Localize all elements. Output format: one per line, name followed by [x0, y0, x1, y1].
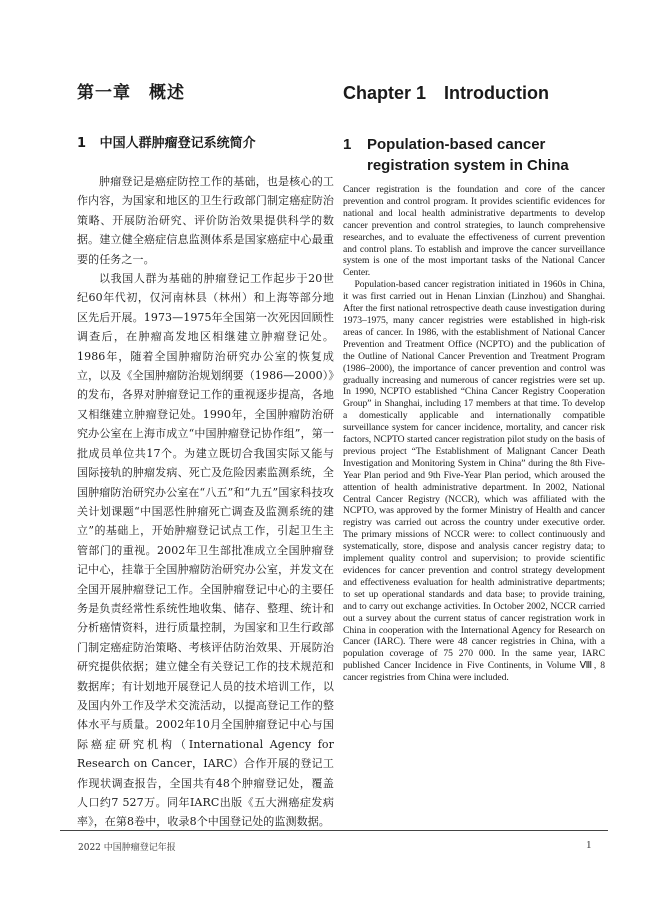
en-paragraph: Population-based cancer registration initiated in 1960s in China, it was first carried out in Henan Linxian (Linzhou) and Shanghai. After the first national retrospective death cause investigation during 1973–1975, many cancer registries were established in high-risk areas of cancer. In 1986, with the establishment of National Cancer Prevention and Treatment Office (NCPTO) and the publication of the Outline of National Cancer Prevention and Treatment Program (1986–2000), the importance of cancer prevention and control was gradually increasing and numerous of cancer registries were set up. In 1990, NCPTO established “China Cancer Registry Cooperation Group” in Shanghai, including 17 members at that time. To develop a domestically applicable and internationally compatible surveillance system for cancer incidence, mortality, and cancer risk factors, NCPTO started cancer registration pilot study on the basis of previous project “The Establishment of Malignant Cancer Death Investigation and Monitoring System in China” during the 8th Five-Year Plan period and 9th Five-Year Plan period, which aroused the attention of health administrative department. In 2002, National Central Cancer Registry (NCCR), which was affiliated with the NCPTO, was approved by the former Ministry of Health and cancer registry was carried out across the country under executive order. The primary missions of NCCR were: to collect continuously and systematically, store, dispose and analysis cancer registry data; to implement quality control and supervision; to provide scientific evidences for cancer prevention and control strategy development and effectiveness evaluation for health administrative departments; to set up operational standards and data base; to provide training, and to carry out exchange activities. In October 2002, NCCR carried out a survey about the current status of cancer registration work in China in cooperation with the International Agency for Research on Cancer (IARC). There were 48 cancer registries in China, with a population coverage of 75 270 000. In the same year, IARC published Cancer Incidence in Five Continents, in Volume Ⅷ, 8 cancer registries from China were included. — [343, 279, 605, 684]
zh-paragraph: 肿瘤登记是癌症防控工作的基础，也是核心的工作内容，为国家和地区的卫生行政部门制定癌症防治策略、开展防治研究、评价防治效果提供科学的数据。建立健全癌症信息监测体系是国家癌症中心最重要的任务之一。 — [77, 175, 334, 266]
section-heading-zh — [77, 134, 334, 154]
footer-divider — [60, 830, 608, 831]
section-title-zh: 中国人群肿瘤登记系统简介 — [99, 136, 256, 151]
chinese-body-text — [77, 172, 334, 832]
section-number-en: 1 — [343, 136, 352, 153]
zh-paragraph: 以我国人群为基础的肿瘤登记工作起步于20世纪60年代初，仅河南林县（林州）和上海等部分地区先后开展。1973—1975年全国第一次死因回顾性调查后，在肿瘤高发地区相继建立肿瘤登记处。1986年，随着全国肿瘤防治研究办公室的恢复成立，以及《全国肿瘤防治规划纲要（1986—2000）》的发布，各界对肿瘤登记工作的重视逐步提高，各地又相继建立肿瘤登记处。1990年，全国肿瘤防治研究办公室在上海市成立“中国肿瘤登记协作组”，第一批成员单位共17个。为建立既切合我国实际又能与国际接轨的肿瘤发病、死亡及危险因素监测系统，全国肿瘤防治研究办公室在“八五”和“九五”国家科技攻关计划课题“中国恶性肿瘤死亡调查及监测系统的建立”的基础上，开始肿瘤登记试点工作，引起卫生主管部门的重视。2002年卫生部批准成立全国肿瘤登记中心，挂靠于全国肿瘤防治研究办公室，并发文在全国开展肿瘤登记工作。全国肿瘤登记中心的主要任务是负责经常性系统性地收集、储存、整理、统计和分析癌情资料，进行质量控制，为国家和卫生行政部门制定癌症防治策略、考核评估防治效果、开展防治研究提供依据；建立健全有关登记工作的技术规范和数据库；有计划地开展登记人员的技术培训工作，以及国内外工作及学术交流活动，以提高登记工作的整体水平与质量。2002年10月全国肿瘤登记中心与国际癌症研究机构（International Agency for Research on Cancer，IARC）合作开展的登记工作现状调查报告，全国共有48个肿瘤登记处，覆盖人口约7 527万。同年IARC出版《五大洲癌症发病率》，在第8卷中，收录8个中国登记处的监测数据。 — [77, 272, 334, 829]
english-column — [343, 78, 605, 684]
en-paragraph: Cancer registration is the foundation and core of the cancer prevention and control program. It provides scientific evidences for national and local health administrative departments to develop cancer prevention and control strategies, to launch comprehensive researches, and to evaluate the effectiveness of current prevention and control plans. To establish and improve the cancer surveillance system is one of the most important tasks of the National Cancer Center. — [343, 184, 605, 279]
section-title-en: Population-based cancer registration system in China — [367, 136, 569, 174]
chapter-title-en: Chapter 1 Introduction — [343, 83, 549, 103]
chinese-column — [77, 78, 334, 832]
chapter-title-zh: 第一章 概述 — [77, 83, 185, 103]
english-body-text — [343, 184, 605, 684]
section-heading-en — [343, 134, 605, 176]
section-number-zh: 1 — [77, 136, 87, 151]
page-number: 1 — [586, 839, 592, 851]
running-footer: 2022 中国肿瘤登记年报 — [78, 843, 176, 853]
